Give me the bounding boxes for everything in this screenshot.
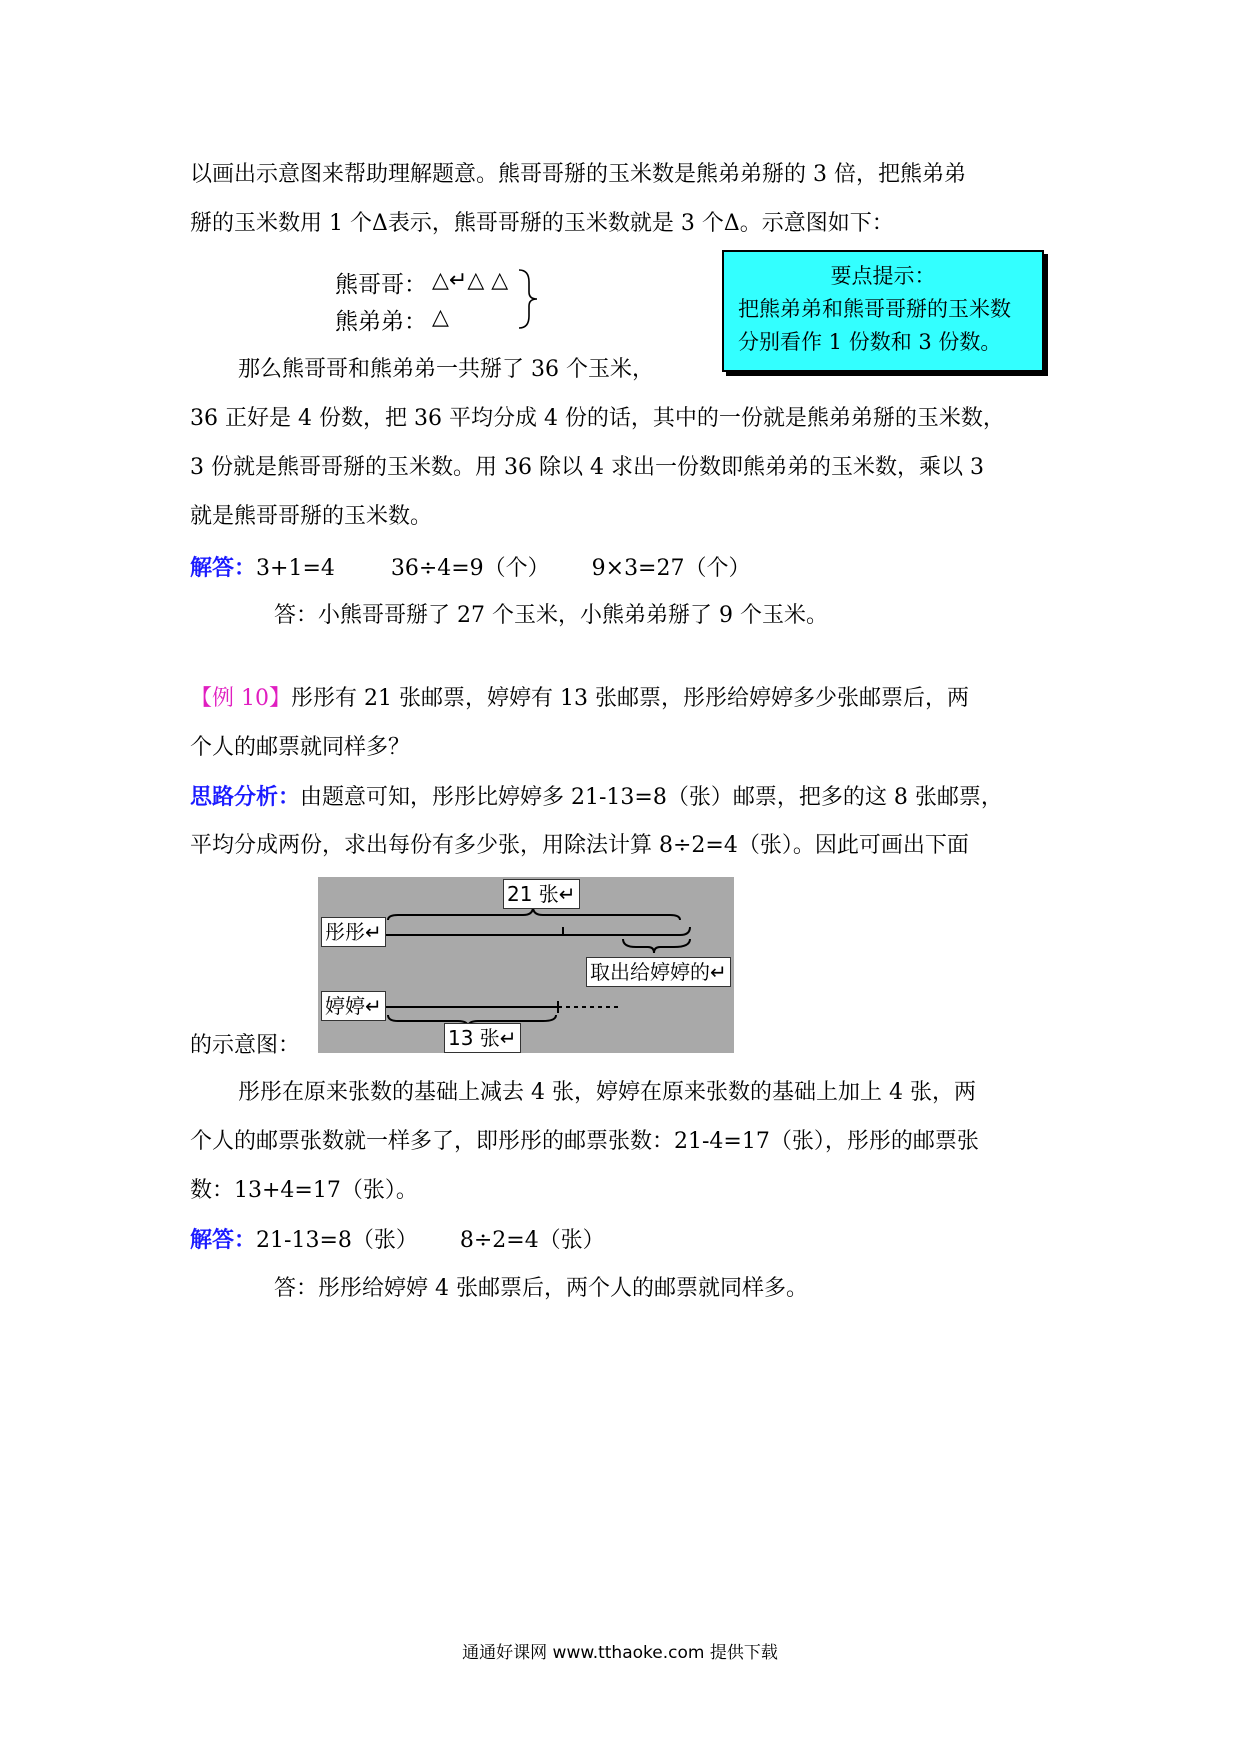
analysis-label: 思路分析： [190, 784, 301, 810]
bear-younger-label: 熊弟弟： [335, 309, 427, 335]
body-line-3: 3 份就是熊哥哥掰的玉米数。用 36 除以 4 求出一份数即熊弟弟的玉米数，乘以 3 [190, 455, 984, 480]
example-body-line-2: 个人的邮票张数就一样多了，即彤彤的邮票张数：21-4=17（张），彤彤的邮票张 [190, 1129, 979, 1154]
example-body-line-1: 彤彤在原来张数的基础上减去 4 张，婷婷在原来张数的基础上加上 4 张，两 [238, 1080, 976, 1105]
body-line-2: 36 正好是 4 份数，把 36 平均分成 4 份的话，其中的一份就是熊弟弟掰的玉米数， [190, 406, 1005, 431]
analysis-line-2: 平均分成两份，求出每份有多少张，用除法计算 8÷2=4（张）。因此可画出下面 [190, 833, 969, 858]
solution-label: 解答： [190, 555, 257, 581]
diagram-caption: 的示意图： [190, 1033, 301, 1058]
brace-icon [515, 268, 545, 330]
example-tag: 【例 10】 [190, 686, 291, 711]
stamp-diagram [318, 877, 734, 1053]
body-line-1: 那么熊哥哥和熊弟弟一共掰了 36 个玉米， [238, 357, 654, 382]
tip-box [722, 250, 1044, 372]
bear-brother-label: 熊哥哥： [335, 272, 427, 298]
tip-line-1: 把熊弟弟和熊哥哥掰的玉米数 [738, 297, 1011, 321]
example-10-question-2: 个人的邮票就同样多？ [190, 735, 411, 760]
intro-line-1: 以画出示意图来帮助理解题意。熊哥哥掰的玉米数是熊弟弟掰的 3 倍，把熊弟弟 [190, 162, 966, 187]
solution-2-answer: 答：彤彤给婷婷 4 张邮票后，两个人的邮票就同样多。 [274, 1276, 808, 1301]
label-21-sheets: 21 张↵ [503, 879, 580, 909]
bear-brother-marks: △↵△ △ [432, 268, 509, 293]
page-footer: 通通好课网 www.tthaoke.com 提供下载 [462, 1643, 778, 1663]
example-10-question-1 [190, 684, 1060, 714]
solution-2 [190, 1225, 1060, 1256]
solution-2-formula: 21-13=8（张） 8÷2=4（张） [256, 1228, 605, 1253]
tip-title: 要点提示： [830, 264, 936, 288]
label-take-out: 取出给婷婷的↵ [586, 957, 731, 987]
label-tongtong: 彤彤↵ [321, 917, 386, 947]
example-question-text: 彤彤有 21 张邮票，婷婷有 13 张邮票，彤彤给婷婷多少张邮票后，两 [291, 686, 969, 711]
solution-1-answer: 答：小熊哥哥掰了 27 个玉米，小熊弟弟掰了 9 个玉米。 [274, 603, 828, 628]
analysis-text: 由题意可知，彤彤比婷婷多 21-13=8（张）邮票，把多的这 8 张邮票， [300, 785, 1003, 810]
solution-formula: 3+1=4 36÷4=9（个） 9×3=27（个） [256, 556, 751, 581]
solution-2-label: 解答： [190, 1227, 257, 1253]
body-line-4: 就是熊哥哥掰的玉米数。 [190, 504, 433, 529]
analysis-line-1 [190, 782, 1060, 813]
example-body-line-3: 数：13+4=17（张）。 [190, 1178, 418, 1203]
label-13-sheets: 13 张↵ [444, 1023, 521, 1053]
tip-line-2: 分别看作 1 份数和 3 份数。 [738, 330, 1002, 354]
solution-1 [190, 553, 1060, 584]
intro-line-2: 掰的玉米数用 1 个Δ表示，熊哥哥掰的玉米数就是 3 个Δ。示意图如下： [190, 211, 894, 236]
bear-younger-marks: △ [432, 305, 449, 330]
label-tingting: 婷婷↵ [321, 991, 386, 1021]
